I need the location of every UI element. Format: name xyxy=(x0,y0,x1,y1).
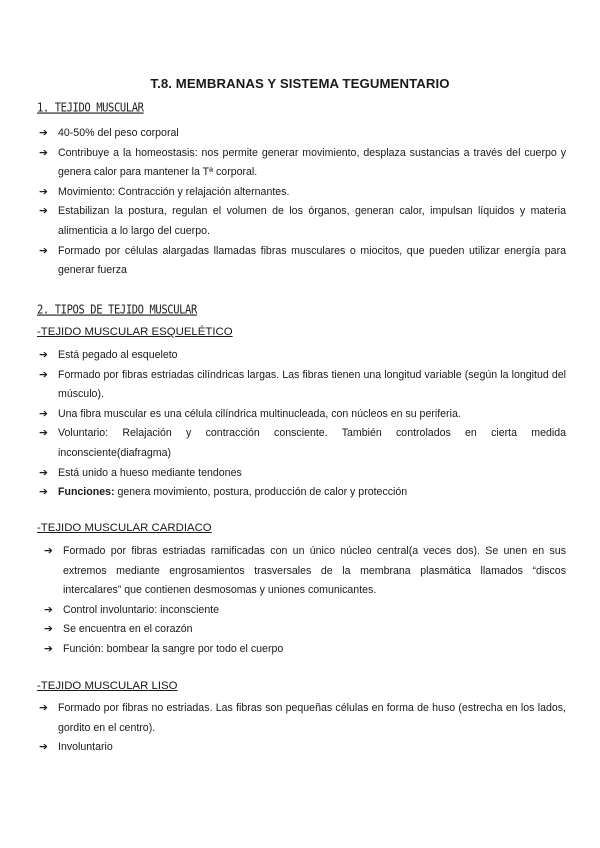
arrow-bullet-icon: ➔ xyxy=(39,127,48,139)
list-item-text: Función: bombear la sangre por todo el cuerpo xyxy=(63,642,284,655)
list-item-funciones xyxy=(39,483,566,503)
arrow-bullet-icon: ➔ xyxy=(39,368,48,381)
list-item-text: Control involuntario: inconsciente xyxy=(63,603,220,616)
list-esqueletico xyxy=(39,346,566,503)
list-item xyxy=(39,202,566,241)
list-item xyxy=(39,242,566,281)
list-item-text: Formado por fibras estriadas ramificadas con un único núcleo central(a veces dos). Se unen en sus extremos mediante engrosamientos trasversales de la membrana plasmática llamados “discos intercalares” que contienen desmosomas y uniones comunicantes. xyxy=(63,545,566,597)
arrow-bullet-icon: ➔ xyxy=(39,244,48,257)
list-item xyxy=(39,366,566,405)
list-item-text: Involuntario xyxy=(58,741,113,754)
list-item xyxy=(39,424,566,463)
subheading-cardiaco: -TEJIDO MUSCULAR CARDIACO xyxy=(37,522,212,534)
list-item xyxy=(44,542,566,601)
arrow-bullet-icon: ➔ xyxy=(39,185,48,198)
section-heading-tejido-muscular: 1. TEJIDO MUSCULAR xyxy=(37,101,144,115)
list-liso xyxy=(39,699,566,758)
list-item xyxy=(39,405,566,425)
funciones-text: genera movimiento, postura, producción de calor y protección xyxy=(114,486,408,499)
list-item-text: Se encuentra en el corazón xyxy=(63,623,193,636)
list-item-text: Está pegado al esqueleto xyxy=(58,349,178,361)
list-item-text: Está unido a hueso mediante tendones xyxy=(58,466,242,479)
funciones-label: Funciones: xyxy=(58,486,115,499)
section-heading-tipos-tejido: 2. TIPOS DE TEJIDO MUSCULAR xyxy=(37,303,197,317)
subheading-esqueletico: -TEJIDO MUSCULAR ESQUELÉTICO xyxy=(37,326,233,338)
list-item-text: Formado por células alargadas llamadas fibras musculares o miocitos, que pueden utilizar energía para generar fuerza xyxy=(58,244,566,277)
list-item xyxy=(39,124,566,144)
list-item-text: Estabilizan la postura, regulan el volumen de los órganos, generan calor, impulsan líquidos y materia alimenticia a lo largo del cuerpo. xyxy=(58,205,566,237)
arrow-bullet-icon: ➔ xyxy=(39,702,48,714)
arrow-bullet-icon: ➔ xyxy=(44,603,53,616)
list-item xyxy=(39,464,566,484)
list-item-text: Contribuye a la homeostasis: nos permite generar movimiento, desplaza sustancias a través del cuerpo y genera calor para mantener la Tª corporal. xyxy=(58,146,566,179)
list-item xyxy=(39,738,566,758)
arrow-bullet-icon: ➔ xyxy=(39,349,48,361)
list-item xyxy=(44,620,566,640)
arrow-bullet-icon: ➔ xyxy=(39,741,48,754)
list-cardiaco xyxy=(44,542,566,660)
arrow-bullet-icon: ➔ xyxy=(39,466,48,479)
arrow-bullet-icon: ➔ xyxy=(44,642,53,655)
list-item-text: Una fibra muscular es una célula cilíndrica multinucleada, con núcleos en su periferia. xyxy=(58,407,461,420)
list-item xyxy=(39,699,566,738)
subheading-liso: -TEJIDO MUSCULAR LISO xyxy=(37,680,178,692)
arrow-bullet-icon: ➔ xyxy=(39,427,48,440)
list-item xyxy=(44,640,566,660)
arrow-bullet-icon: ➔ xyxy=(44,623,53,636)
arrow-bullet-icon: ➔ xyxy=(39,205,48,218)
list-item-text: Voluntario: Relajación y contracción consciente. También controlados en cierta medida inconsciente(diafragma) xyxy=(58,427,566,459)
arrow-bullet-icon: ➔ xyxy=(39,146,48,159)
list-item xyxy=(44,601,566,621)
list-tejido-muscular xyxy=(39,124,566,281)
list-item-text: 40-50% del peso corporal xyxy=(58,127,179,139)
arrow-bullet-icon: ➔ xyxy=(39,407,48,420)
document-title: T.8. MEMBRANAS Y SISTEMA TEGUMENTARIO xyxy=(150,76,450,91)
list-item-text: Formado por fibras estriadas cilíndricas largas. Las fibras tienen una longitud variable (según la longitud del músculo). xyxy=(58,368,566,401)
arrow-bullet-icon: ➔ xyxy=(39,486,48,499)
list-item xyxy=(39,144,566,183)
list-item xyxy=(39,183,566,203)
arrow-bullet-icon: ➔ xyxy=(44,545,53,557)
list-item-text: Formado por fibras no estriadas. Las fibras son pequeñas células en forma de huso (estrecha en los lados, gordito en el centro). xyxy=(58,702,566,734)
list-item xyxy=(39,346,566,366)
list-item-text: Movimiento: Contracción y relajación alternantes. xyxy=(58,185,290,198)
